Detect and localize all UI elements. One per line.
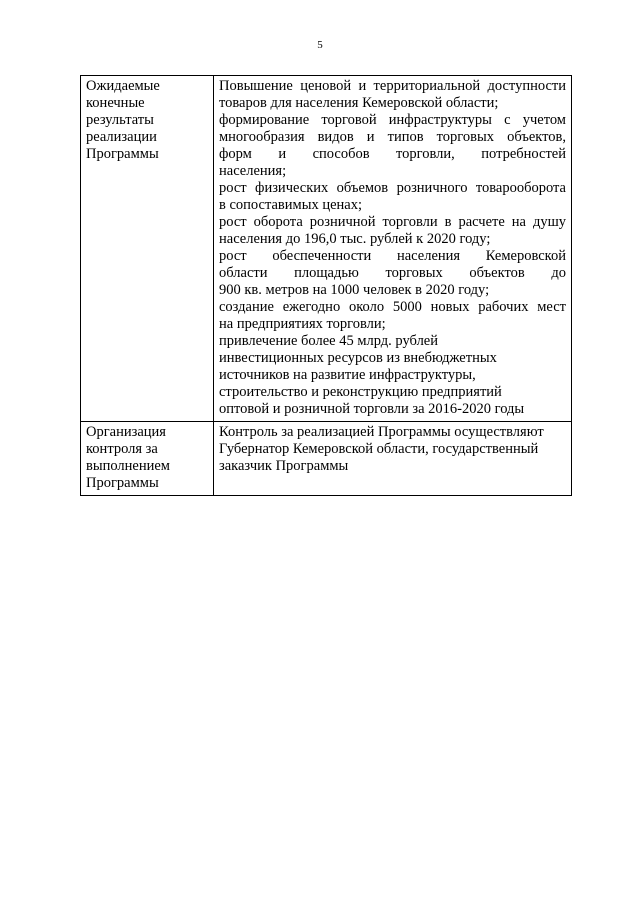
- content-line: формирование торговой инфраструктуры с учетом: [219, 112, 566, 128]
- label-line: Программы: [86, 475, 159, 491]
- page-number: 5: [317, 39, 323, 51]
- content-line: многообразия видов и типов торговых объектов,: [219, 129, 566, 145]
- content-line: Контроль за реализацией Программы осуществляют: [219, 424, 544, 440]
- row-label-cell: [81, 76, 214, 422]
- program-passport-table: [80, 75, 572, 496]
- content-line: 900 кв. метров на 1000 человек в 2020 году;: [219, 282, 490, 298]
- content-line: товаров для населения Кемеровской области;: [219, 95, 499, 111]
- label-line: результаты: [86, 112, 154, 128]
- content-line: строительство и реконструкцию предприятий: [219, 384, 502, 400]
- label-line: Организация: [86, 424, 166, 440]
- content-line: рост оборота розничной торговли в расчете на душу: [219, 214, 566, 230]
- content-line: в сопоставимых ценах;: [219, 197, 362, 213]
- label-line: контроля за: [86, 441, 158, 457]
- table-row: [81, 422, 572, 496]
- content-line: создание ежегодно около 5000 новых рабочих мест: [219, 299, 566, 315]
- content-line: источников на развитие инфраструктуры,: [219, 367, 476, 383]
- label-line: реализации: [86, 129, 157, 145]
- table-row: [81, 76, 572, 422]
- content-line: населения;: [219, 163, 287, 179]
- content-line: Повышение ценовой и территориальной доступности: [219, 78, 566, 94]
- content-line: Губернатор Кемеровской области, государственный: [219, 441, 539, 457]
- content-line: инвестиционных ресурсов из внебюджетных: [219, 350, 497, 366]
- content-line: рост физических объемов розничного товарооборота: [219, 180, 566, 196]
- content-line: на предприятиях торговли;: [219, 316, 386, 332]
- label-line: Программы: [86, 146, 159, 162]
- content-line: привлечение более 45 млрд. рублей: [219, 333, 439, 349]
- row-content-cell: [214, 76, 572, 422]
- label-line: выполнением: [86, 458, 170, 474]
- content-line: области площадью торговых объектов до: [219, 265, 566, 281]
- row-content-cell: [214, 422, 572, 496]
- label-line: Ожидаемые: [86, 78, 160, 94]
- content-line: населения до 196,0 тыс. рублей к 2020 году;: [219, 231, 491, 247]
- row-label-cell: [81, 422, 214, 496]
- content-line: заказчик Программы: [219, 458, 349, 474]
- content-line: оптовой и розничной торговли за 2016-2020 годы: [219, 401, 525, 417]
- content-line: рост обеспеченности населения Кемеровской: [219, 248, 566, 264]
- content-line: форм и способов торговли, потребностей: [219, 146, 566, 162]
- label-line: конечные: [86, 95, 145, 111]
